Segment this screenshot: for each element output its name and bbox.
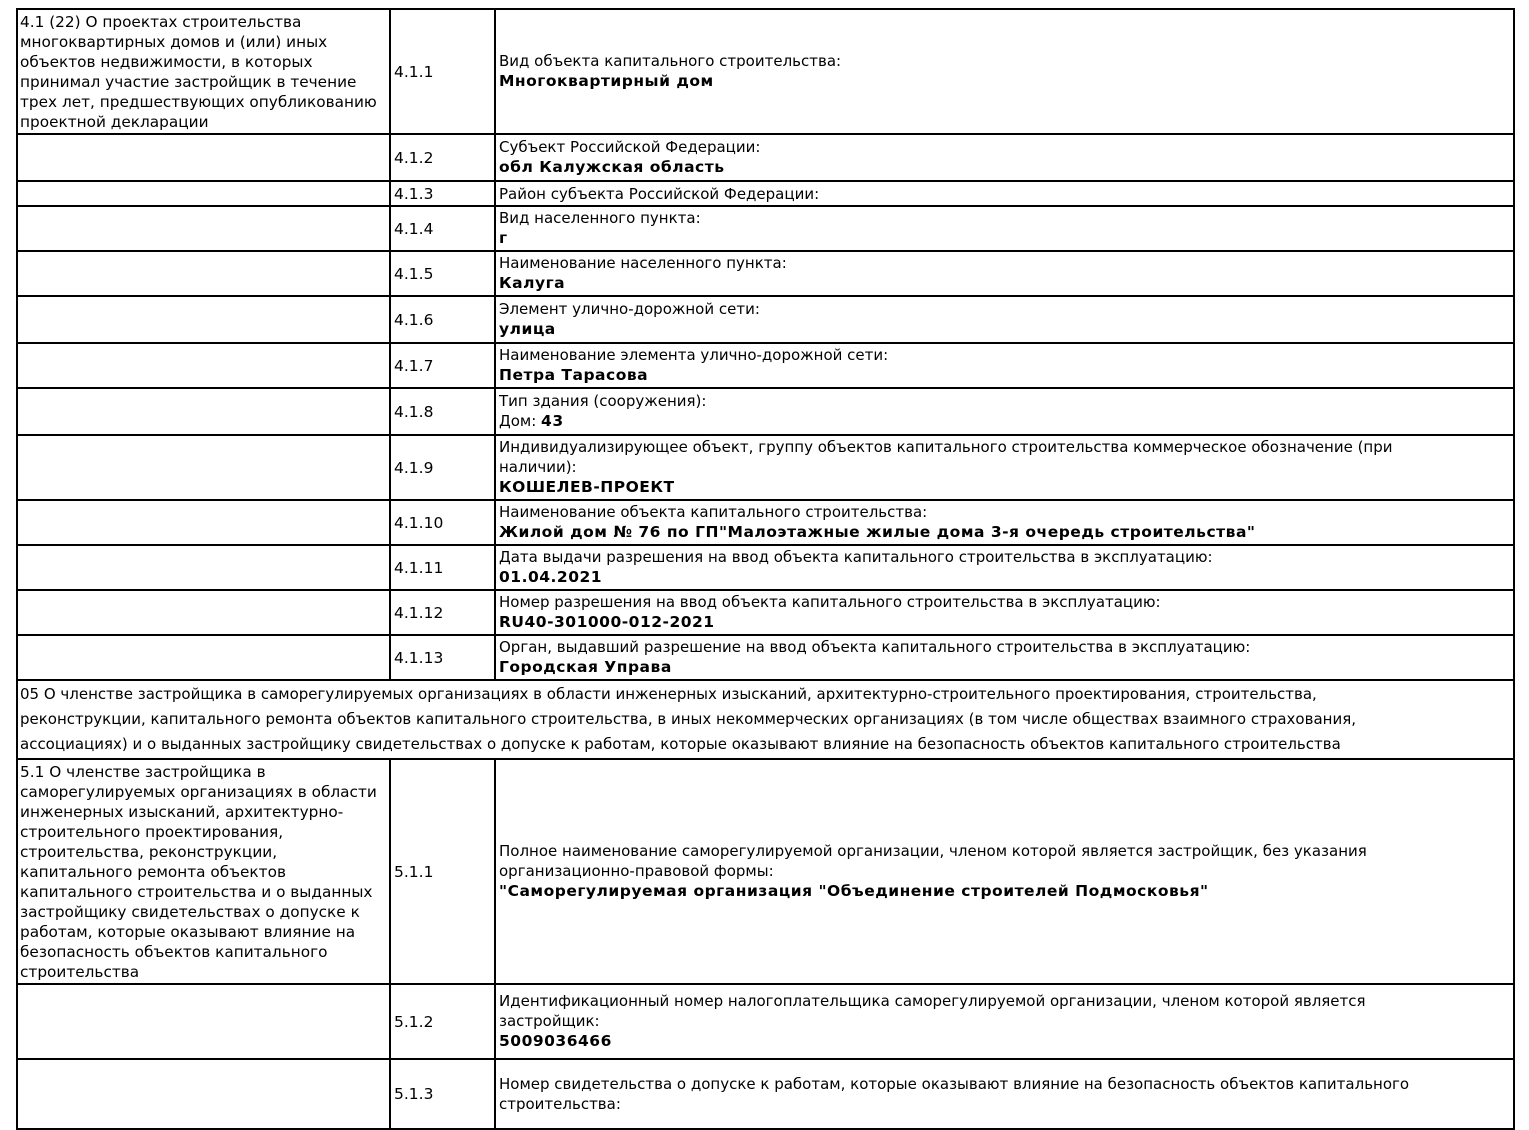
row-number: 4.1.10 — [390, 500, 495, 545]
field-value: 5009036466 — [499, 1032, 612, 1050]
field-value: "Саморегулируемая организация "Объединение строителей Подмосковья" — [499, 882, 1209, 900]
field-label: Район субъекта Российской Федерации: — [499, 184, 820, 203]
row-content — [495, 251, 1514, 296]
row-content — [495, 984, 1514, 1059]
field-value: г — [499, 229, 508, 247]
table-row — [17, 206, 1514, 251]
field-value-text: 43 — [541, 412, 564, 430]
table-row — [17, 435, 1514, 500]
field-label: Орган, выдавший разрешение на ввод объекта капитального строительства в эксплуатацию: — [499, 638, 1251, 656]
row-content — [495, 388, 1514, 435]
field-label: Субъект Российской Федерации: — [499, 138, 761, 156]
row-content — [495, 590, 1514, 635]
row-number: 4.1.5 — [390, 251, 495, 296]
row-number: 4.1.7 — [390, 343, 495, 388]
table-row — [17, 500, 1514, 545]
table-row — [17, 134, 1514, 181]
row-content — [495, 1059, 1514, 1129]
row-number: 4.1.3 — [390, 181, 495, 206]
row-number: 4.1.12 — [390, 590, 495, 635]
field-value-text: обл Калужская область — [499, 158, 725, 176]
row-description — [17, 134, 390, 181]
field-label: Тип здания (сооружения): — [499, 392, 707, 410]
row-description — [17, 545, 390, 590]
row-content — [495, 635, 1514, 680]
row-content — [495, 134, 1514, 181]
table-row — [17, 9, 1514, 134]
table-row — [17, 388, 1514, 435]
row-content — [495, 296, 1514, 343]
row-description — [17, 984, 390, 1059]
field-value: 01.04.2021 — [499, 568, 603, 586]
row-description — [17, 388, 390, 435]
section-header-text: 05 О членстве застройщика в саморегулируемых организациях в области инженерных изысканий, архитектурно-строительного проектирования, строительства, реконструкции, капитального ремонта объектов капитального строительства, в иных некоммерческих организациях (в том числе обществах взаимного страхования, ассоциациях) и о выданных застройщику свидетельствах о допуске к работам, которые оказывают влияние на безопасность объектов капитального строительства — [20, 685, 1356, 753]
row-number: 5.1.3 — [390, 1059, 495, 1129]
table-row — [17, 1059, 1514, 1129]
table-row — [17, 984, 1514, 1059]
table-row — [17, 343, 1514, 388]
field-value: Петра Тарасова — [499, 366, 649, 384]
row-number: 4.1.4 — [390, 206, 495, 251]
field-value-text: Многоквартирный дом — [499, 72, 714, 90]
field-label: Идентификационный номер налогоплательщика саморегулируемой организации, членом которой является застройщик: — [499, 992, 1366, 1030]
field-label: Вид населенного пункта: — [499, 209, 701, 227]
field-value: улица — [499, 320, 556, 338]
field-label: Наименование объекта капитального строительства: — [499, 503, 928, 521]
row-content — [495, 343, 1514, 388]
table-row — [17, 181, 1514, 206]
row-content — [495, 500, 1514, 545]
field-value: Калуга — [499, 274, 566, 292]
section-header — [17, 680, 1514, 759]
row-number: 5.1.2 — [390, 984, 495, 1059]
table-row — [17, 590, 1514, 635]
field-label: Наименование элемента улично-дорожной сети: — [499, 346, 889, 364]
declaration-table — [16, 8, 1515, 1130]
row-content — [495, 206, 1514, 251]
row-description — [17, 251, 390, 296]
row-number: 4.1.1 — [390, 9, 495, 134]
row-description — [17, 1059, 390, 1129]
row-description: 5.1 О членстве застройщика в саморегулируемых организациях в области инженерных изысканий, архитектурно-строительного проектирования, строительства, реконструкции, капитального ремонта объектов капитального строительства и о выданных застройщику свидетельствах о допуске к работам, которые оказывают влияние на безопасность объектов капитального строительства — [17, 759, 390, 984]
row-number: 4.1.6 — [390, 296, 495, 343]
row-description — [17, 206, 390, 251]
row-content — [495, 759, 1514, 984]
row-number: 4.1.9 — [390, 435, 495, 500]
row-description — [17, 296, 390, 343]
row-number: 4.1.13 — [390, 635, 495, 680]
table-row — [17, 545, 1514, 590]
table-row — [17, 296, 1514, 343]
field-label: Индивидуализирующее объект, группу объектов капитального строительства коммерческое обозначение (при наличии): — [499, 438, 1393, 476]
row-description: 4.1 (22) О проектах строительства многоквартирных домов и (или) иных объектов недвижимости, в которых принимал участие застройщик в течение трех лет, предшествующих опубликованию проектной декларации — [17, 9, 390, 134]
row-description — [17, 435, 390, 500]
field-value — [499, 157, 1509, 178]
field-label: Дата выдачи разрешения на ввод объекта капитального строительства в эксплуатацию: — [499, 548, 1213, 566]
row-description — [17, 181, 390, 206]
row-number: 4.1.2 — [390, 134, 495, 181]
row-number: 4.1.11 — [390, 545, 495, 590]
table-row — [17, 635, 1514, 680]
row-number: 5.1.1 — [390, 759, 495, 984]
field-value-prefix: Дом: — [499, 412, 542, 430]
field-label: Полное наименование саморегулируемой организации, членом которой является застройщик, без указания организационно-правовой формы: — [499, 842, 1367, 880]
field-value — [499, 411, 1509, 432]
row-content — [495, 9, 1514, 134]
table-row — [17, 759, 1514, 984]
row-content — [495, 181, 1514, 206]
field-value: Жилой дом № 76 по ГП"Малоэтажные жилые дома 3-я очередь строительства" — [499, 523, 1256, 541]
row-description — [17, 590, 390, 635]
field-label: Элемент улично-дорожной сети: — [499, 300, 760, 318]
field-label: Вид объекта капитального строительства: — [499, 52, 842, 70]
field-label: Номер разрешения на ввод объекта капитального строительства в эксплуатацию: — [499, 593, 1161, 611]
field-value: Городская Управа — [499, 658, 672, 676]
field-value: КОШЕЛЕВ-ПРОЕКТ — [499, 478, 675, 496]
row-description — [17, 343, 390, 388]
row-content — [495, 545, 1514, 590]
field-label: Наименование населенного пункта: — [499, 254, 787, 272]
field-value: RU40-301000-012-2021 — [499, 613, 715, 631]
row-description — [17, 635, 390, 680]
section-header-row — [17, 680, 1514, 759]
row-description — [17, 500, 390, 545]
table-row — [17, 251, 1514, 296]
field-label: Номер свидетельства о допуске к работам, которые оказывают влияние на безопасность объектов капитального строительства: — [499, 1075, 1410, 1113]
field-value — [499, 71, 1509, 92]
row-number: 4.1.8 — [390, 388, 495, 435]
row-content — [495, 435, 1514, 500]
